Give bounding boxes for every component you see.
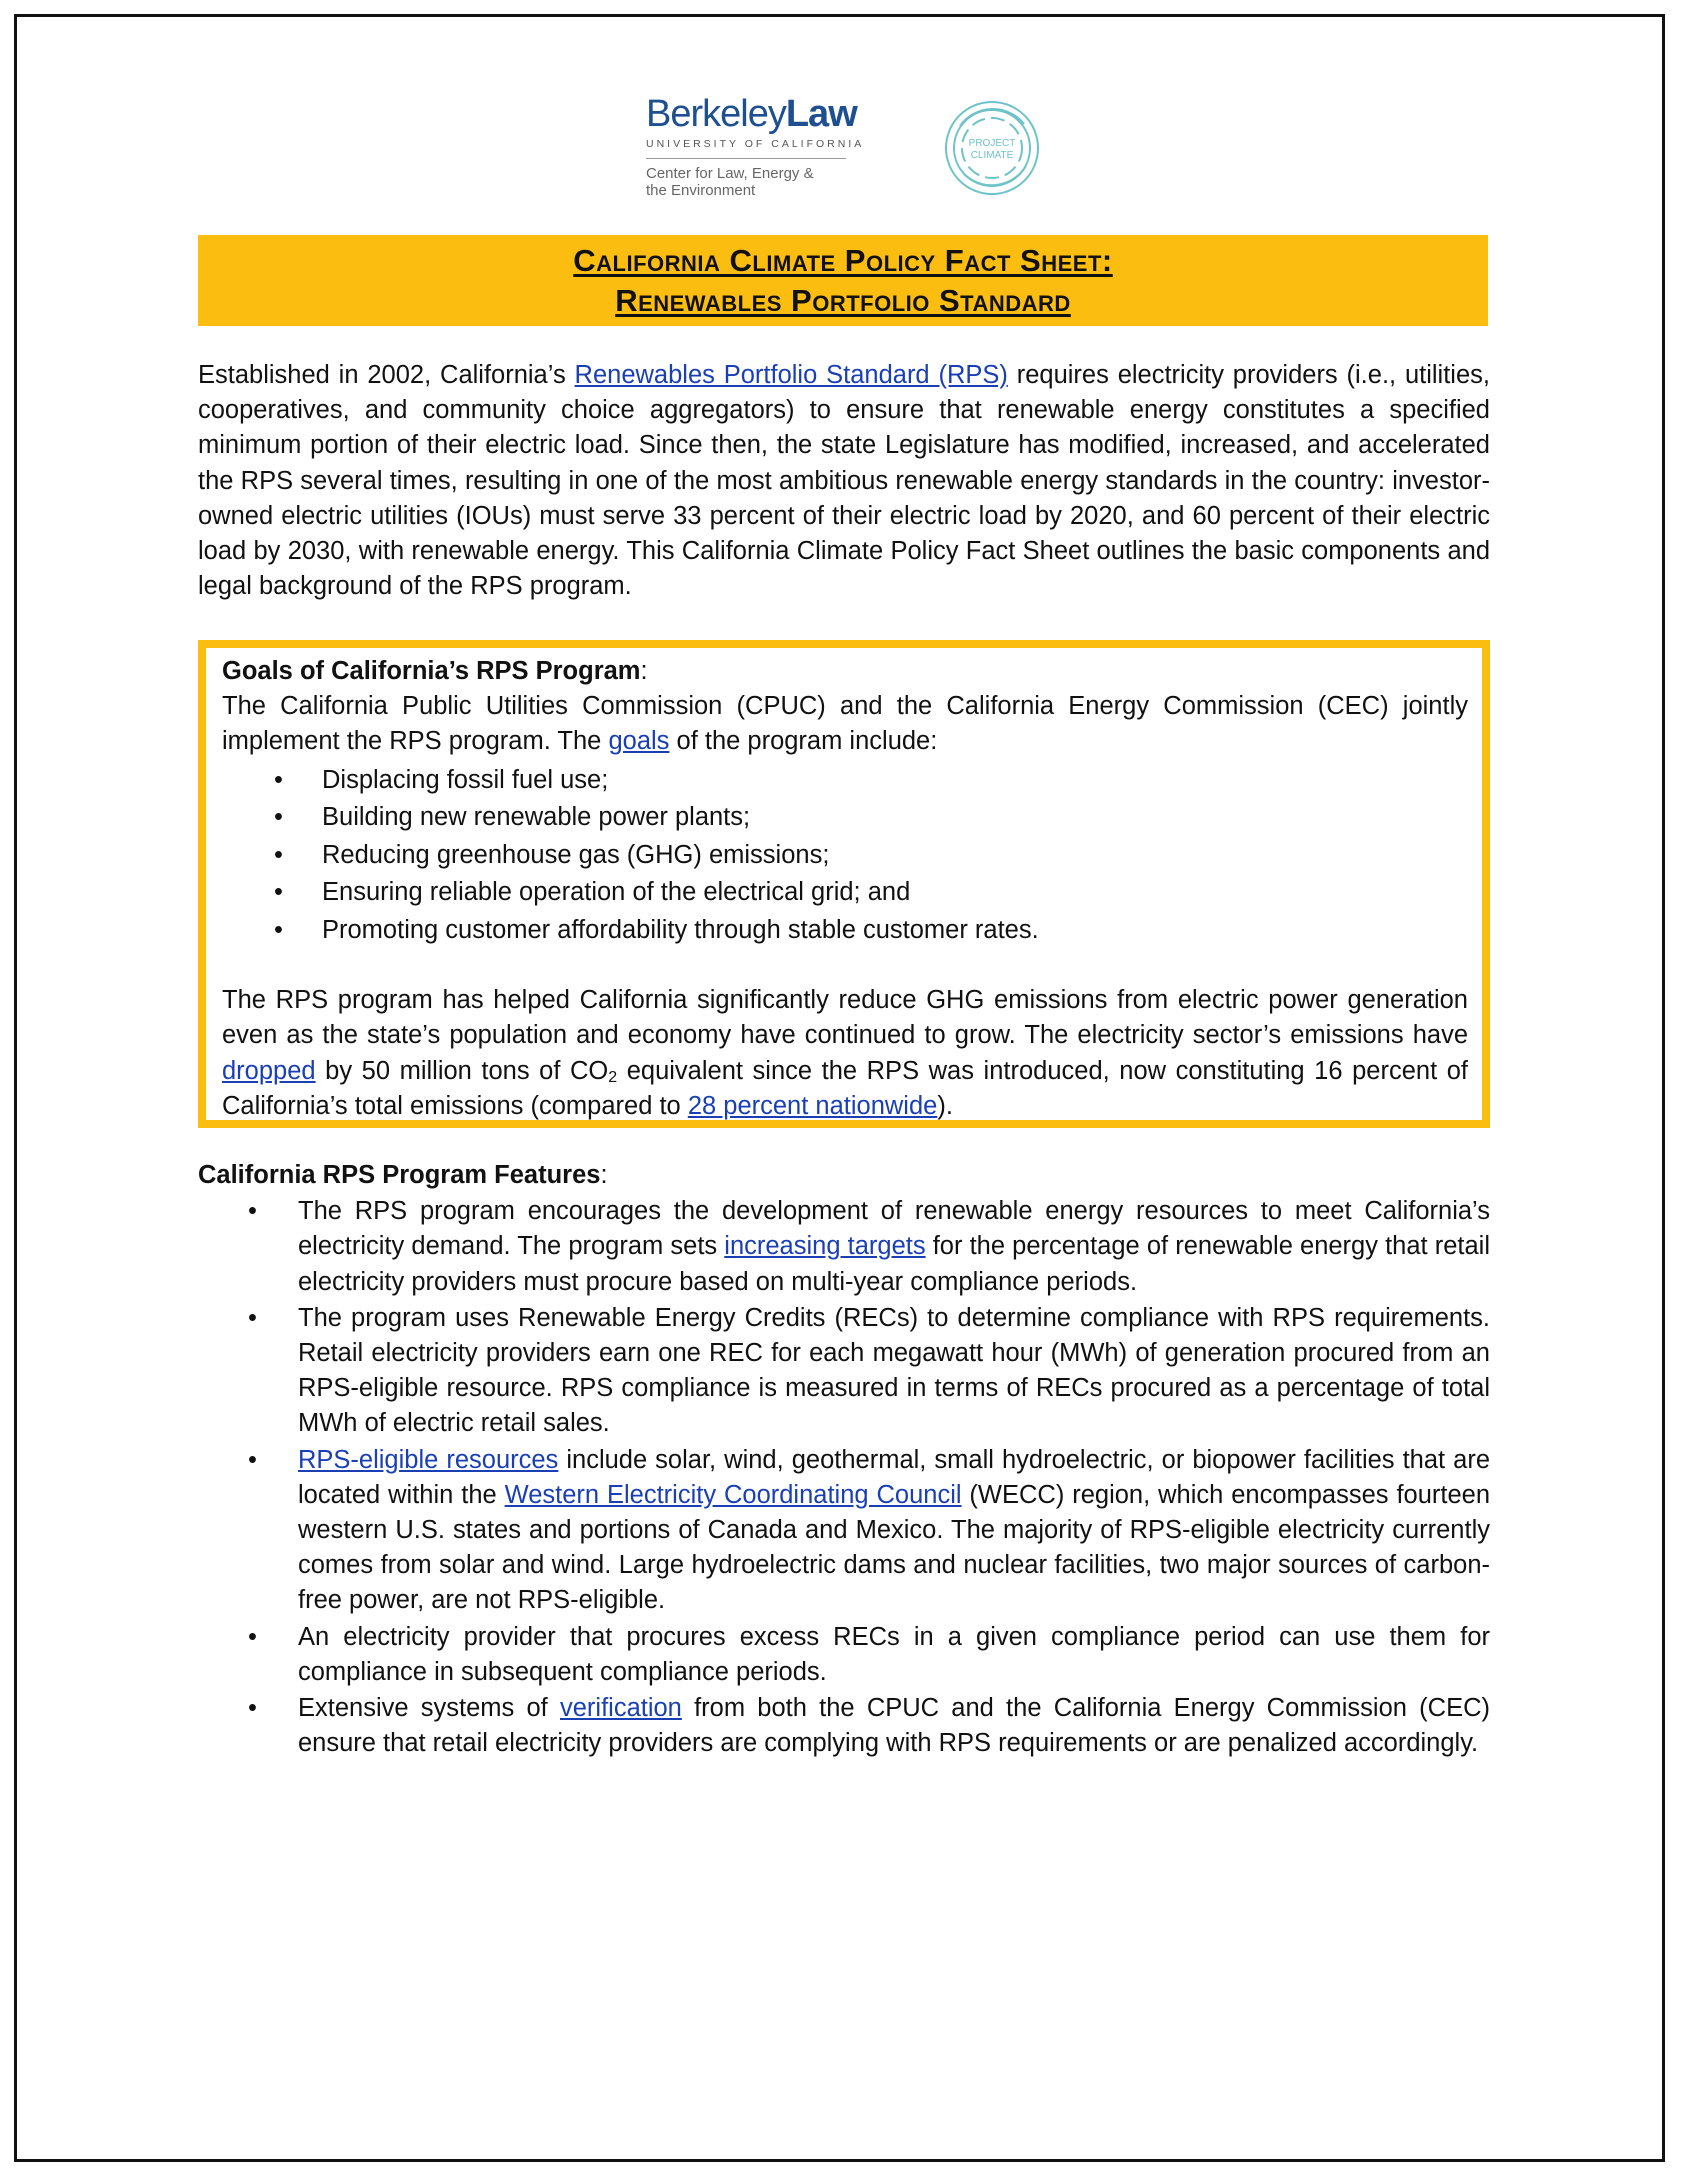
list-item: • Ensuring reliable operation of the electrical grid; and (274, 878, 911, 907)
berkeley-law-wordmark: BerkeleyLaw (646, 93, 857, 135)
project-climate-logo (940, 96, 1044, 200)
goals-lead: The California Public Utilities Commission (CPUC) and the California Energy Commission (CEC) jointly implement the RPS program. The goals of the program include: (222, 692, 1468, 756)
goals-heading: Goals of California’s RPS Program: (222, 657, 648, 685)
list-item: • RPS-eligible resources include solar, wind, geothermal, small hydroelectric, or biopower facilities that are located within the Western Electricity Coordinating Council (WECC) region, which encompasses fourteen western U.S. states and portions of Canada and Mexico. The majority of RPS-eligible electricity currently comes from solar and wind. Large hydroelectric dams and nuclear facilities, two major sources of carbon-free power, are not RPS-eligible. (248, 1445, 1491, 1615)
features-section (198, 1158, 1490, 1761)
project-climate-text-2: CLIMATE (970, 150, 1014, 161)
dropped-link[interactable]: dropped (222, 1056, 316, 1085)
goals-box (198, 640, 1490, 1128)
list-item: • Reducing greenhouse gas (GHG) emissions; (274, 840, 830, 869)
logo-divider (646, 158, 846, 159)
goals-link[interactable]: goals (608, 727, 670, 756)
intro-paragraph: Established in 2002, California’s Renewables Portfolio Standard (RPS) requires electricity providers (i.e., utilities, cooperatives, and community choice aggregators) to ensure that renewable energy constitutes a specified minimum portion of their electric load. Since then, the state Legislature has modified, increased, and accelerated the RPS several times, resulting in one of the most ambitious renewable energy standards in the country: investor-owned electric utilities (IOUs) must serve 33 percent of their electric load by 2020, and 60 percent of their electric load by 2030, with renewable energy. This California Climate Policy Fact Sheet outlines the basic components and legal background of the RPS program. (198, 361, 1490, 601)
nationwide-link[interactable]: 28 percent nationwide (687, 1091, 938, 1120)
increasing-targets-link[interactable]: increasing targets (724, 1232, 926, 1261)
title-line-1: California Climate Policy Fact Sheet: (573, 243, 1113, 278)
title-line-2: Renewables Portfolio Standard (615, 283, 1071, 318)
features-heading: California RPS Program Features: (198, 1161, 608, 1189)
list-item: • The program uses Renewable Energy Credits (RECs) to determine compliance with RPS requirements. Retail electricity providers earn one REC for each megawatt hour (MWh) of generation procured from an RPS-eligible resource. RPS compliance is measured in terms of RECs procured as a percentage of total MWh of electric retail sales. (248, 1303, 1490, 1438)
project-climate-text-1: PROJECT (968, 138, 1016, 149)
goals-impact-paragraph: The RPS program has helped California significantly reduce GHG emissions from electric power generation even as the state’s population and economy have continued to grow. The electricity sector’s emissions have dropped by 50 million tons of $CO_2$ equivalent since the RPS was introduced, now constituting 16 percent of California’s total emissions (compared to 28 percent nationwide). (222, 986, 1468, 1120)
features-list (198, 1194, 1490, 1761)
list-item: • Building new renewable power plants; (274, 803, 751, 832)
list-item: • An electricity provider that procures excess RECs in a given compliance period can use them for compliance in subsequent compliance periods. (248, 1622, 1490, 1686)
rps-link[interactable]: Renewables Portfolio Standard (RPS) (574, 361, 1008, 389)
title-banner (198, 235, 1488, 326)
goals-list (222, 762, 1468, 950)
list-item: • Extensive systems of verification from both the CPUC and the California Energy Commission (CEC) ensure that retail electricity providers are complying with RPS requirements or are penalized accordingly. (248, 1694, 1490, 1758)
center-name: Center for Law, Energy & the Environment (646, 165, 814, 199)
list-item: • Promoting customer affordability through stable customer rates. (274, 915, 1039, 944)
header-logos (640, 92, 1070, 212)
list-item: • Displacing fossil fuel use; (274, 765, 609, 794)
rps-eligible-resources-link[interactable]: RPS-eligible resources (298, 1445, 559, 1474)
berkeley-law-logo (646, 92, 864, 199)
wecc-link[interactable]: Western Electricity Coordinating Council (504, 1480, 962, 1509)
university-label: UNIVERSITY OF CALIFORNIA (646, 138, 865, 150)
verification-link[interactable]: verification (559, 1694, 682, 1723)
list-item: • The RPS program encourages the development of renewable energy resources to meet California’s electricity demand. The program sets increasing targets for the percentage of renewable energy that retail electricity providers must procure based on multi-year compliance periods. (248, 1197, 1491, 1296)
